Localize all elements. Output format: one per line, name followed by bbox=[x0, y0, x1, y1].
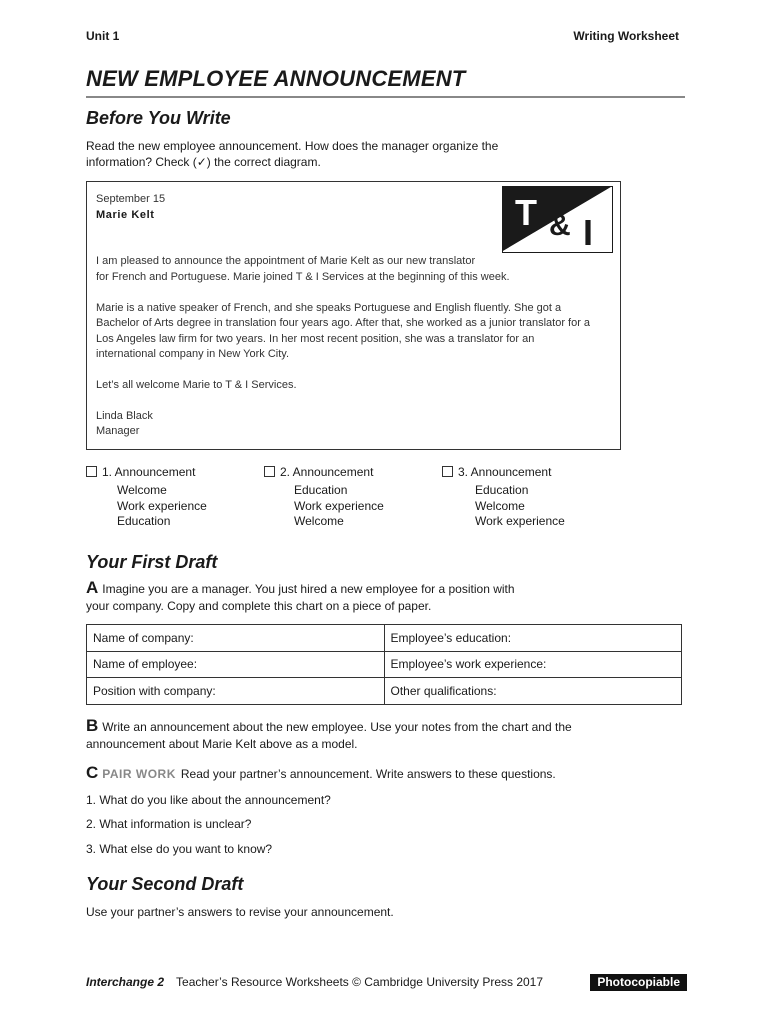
question-1: 1. What do you like about the announcement? bbox=[86, 793, 331, 807]
task-b-line-2: announcement about Marie Kelt above as a model. bbox=[86, 737, 358, 751]
table-cell: Employee’s education: bbox=[384, 625, 682, 652]
checkbox-option-2[interactable] bbox=[264, 466, 275, 477]
option-1-item: Education bbox=[117, 514, 171, 528]
task-b-mark: B bbox=[86, 716, 99, 735]
second-draft-instructions: Use your partner’s answers to revise your announcement. bbox=[86, 905, 394, 919]
letter-date: September 15 bbox=[96, 193, 166, 205]
table-cell: Other qualifications: bbox=[384, 678, 682, 705]
table-cell: Name of employee: bbox=[87, 651, 385, 678]
task-c-mark: C bbox=[86, 763, 99, 782]
letter-para3: Let’s all welcome Marie to T & I Services. bbox=[96, 379, 297, 391]
option-1[interactable] bbox=[86, 464, 195, 480]
table-row bbox=[87, 651, 682, 678]
task-a-text-1: Imagine you are a manager. You just hired a new employee for a position with bbox=[102, 582, 515, 596]
option-2-item: Education bbox=[294, 483, 348, 497]
photocopiable-badge: Photocopiable bbox=[590, 974, 687, 991]
notes-chart-table bbox=[86, 624, 682, 705]
option-1-label: 1. Announcement bbox=[102, 465, 196, 479]
question-3: 3. What else do you want to know? bbox=[86, 842, 273, 856]
task-b-line-1 bbox=[86, 718, 686, 735]
letter-signature-title: Manager bbox=[96, 425, 140, 437]
letter-recipient-name: Marie Kelt bbox=[96, 209, 155, 221]
table-row bbox=[87, 678, 682, 705]
option-3-item: Work experience bbox=[475, 514, 565, 528]
section-heading-before-you-write: Before You Write bbox=[86, 108, 231, 128]
option-3-item: Education bbox=[475, 483, 529, 497]
logo-letter-t: T bbox=[515, 192, 537, 233]
letter-para1-line2: for French and Portuguese. Marie joined T & I Services at the beginning of this week. bbox=[96, 271, 510, 283]
option-2-item: Work experience bbox=[294, 498, 384, 513]
logo-letter-i: I bbox=[583, 212, 594, 251]
task-a-mark: A bbox=[86, 578, 99, 597]
option-2-item: Welcome bbox=[294, 514, 344, 528]
task-b-text-1: Write an announcement about the new employee. Use your notes from the chart and the bbox=[102, 720, 572, 734]
logo-ampersand: & bbox=[549, 209, 571, 242]
option-2-label: 2. Announcement bbox=[280, 465, 374, 479]
letter-signature-name: Linda Black bbox=[96, 410, 153, 422]
instructions-line-2: information? Check (✓) the correct diagram. bbox=[86, 155, 321, 169]
task-c-text: Read your partner’s announcement. Write answers to these questions. bbox=[180, 767, 556, 781]
checkbox-option-1[interactable] bbox=[86, 466, 97, 477]
task-a-line-2: your company. Copy and complete this chart on a piece of paper. bbox=[86, 599, 432, 613]
letter-para2-line4: international company in New York City. bbox=[96, 348, 290, 360]
table-cell: Name of company: bbox=[87, 625, 385, 652]
option-1-item: Welcome bbox=[117, 483, 167, 497]
table-cell: Position with company: bbox=[87, 678, 385, 705]
footer-brand: Interchange 2 bbox=[86, 975, 165, 989]
option-1-items bbox=[117, 483, 207, 530]
question-2: 2. What information is unclear? bbox=[86, 817, 252, 831]
letter-para1-line1: I am pleased to announce the appointment of Marie Kelt as our new translator bbox=[96, 255, 476, 267]
task-c-line bbox=[86, 765, 686, 782]
table-cell: Employee’s work experience: bbox=[384, 651, 682, 678]
title-divider bbox=[86, 96, 685, 98]
option-1-item: Work experience bbox=[117, 498, 207, 513]
option-2-items bbox=[294, 483, 384, 530]
footer-copyright: Teacher’s Resource Worksheets © Cambridge University Press 2017 bbox=[176, 975, 544, 989]
letter-para2-line1: Marie is a native speaker of French, and she speaks Portuguese and English fluently. She got a bbox=[96, 302, 562, 314]
option-3[interactable] bbox=[442, 464, 551, 480]
task-a-line-1 bbox=[86, 580, 686, 597]
pair-work-label: PAIR WORK bbox=[102, 767, 176, 781]
letter-para2-line2: Bachelor of Arts degree in translation four years ago. After that, she worked as a junior translator for a bbox=[96, 317, 591, 329]
option-3-items bbox=[475, 483, 565, 530]
checkbox-option-3[interactable] bbox=[442, 466, 453, 477]
section-heading-first-draft: Your First Draft bbox=[86, 552, 218, 572]
instructions-line-1: Read the new employee announcement. How does the manager organize the bbox=[86, 139, 499, 153]
unit-label: Unit 1 bbox=[86, 29, 120, 43]
option-3-label: 3. Announcement bbox=[458, 465, 552, 479]
company-logo bbox=[502, 186, 613, 253]
table-row bbox=[87, 625, 682, 652]
worksheet-type-label: Writing Worksheet bbox=[573, 29, 679, 43]
option-2[interactable] bbox=[264, 464, 373, 480]
footer bbox=[86, 975, 543, 989]
section-heading-second-draft: Your Second Draft bbox=[86, 874, 244, 894]
page-title: NEW EMPLOYEE ANNOUNCEMENT bbox=[86, 66, 466, 91]
letter-para2-line3: Los Angeles law firm for two years. In her most recent position, she was a translator for an bbox=[96, 333, 535, 345]
option-3-item: Welcome bbox=[475, 498, 525, 513]
